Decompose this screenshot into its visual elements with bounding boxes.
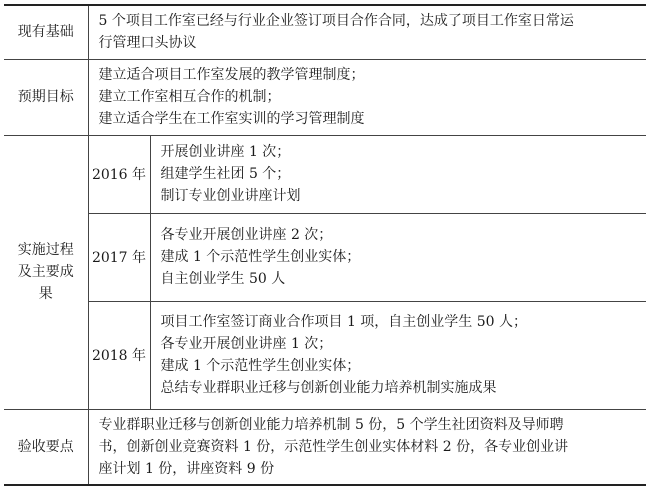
goals-header: 预期目标 [4,59,88,135]
goals-content [88,59,646,135]
process-header-line-1: 实施过程 [17,242,74,258]
process-header [4,135,88,409]
year-2017: 2017 年 [88,213,150,301]
basis-header: 现有基础 [4,5,88,59]
year-2016-line-3: 制订专业创业讲座计划 [160,188,301,204]
basis-line-2: 行管理口头协议 [98,35,197,52]
year-2017-line-2: 建成 1 个示范性学生创业实体； [160,249,361,265]
year-2016-content [150,135,646,213]
year-2016-line-2: 组建学生社团 5 个； [160,166,291,182]
project-table [4,4,646,486]
row-process-2018 [4,301,646,409]
basis-content [88,5,646,59]
row-goals [4,59,646,135]
basis-line-1: 5 个项目工作室已经与行业企业签订项目合作合同，达成了项目工作室日常运 [98,13,574,30]
goals-line-2: 建立工作室相互合作的机制； [98,89,281,105]
year-2018-line-3: 建成 1 个示范性学生创业实体； [160,358,361,374]
goals-line-1: 建立适合项目工作室发展的教学管理制度； [98,67,365,83]
acceptance-header: 验收要点 [4,409,88,485]
row-process-2016 [4,135,646,213]
acceptance-line-2: 书，创新创业竞赛资料 1 份，示范性学生创业实体材料 2 份，各专业创业讲 [98,438,569,455]
acceptance-line-3: 座计划 1 份，讲座资料 9 份 [98,460,275,477]
year-2017-line-3: 自主创业学生 50 人 [160,271,286,287]
year-2018-line-1: 项目工作室签订商业合作项目 1 项，自主创业学生 50 人； [160,314,528,330]
acceptance-content [88,409,646,485]
year-2016-line-1: 开展创业讲座 1 次； [160,144,291,160]
row-process-2017 [4,213,646,301]
process-header-line-2: 及主要成 [17,264,74,280]
row-basis [4,5,646,59]
row-acceptance [4,409,646,485]
year-2018-line-4: 总结专业群职业迁移与创新创业能力培养机制实施成果 [160,380,497,396]
year-2018-content [150,301,646,409]
year-2016: 2016 年 [88,135,150,213]
process-header-line-3: 果 [38,286,53,302]
acceptance-line-1: 专业群职业迁移与创新创业能力培养机制 5 份，5 个学生社团资料及导师聘 [98,416,564,433]
goals-line-3: 建立适合学生在工作室实训的学习管理制度 [98,111,365,127]
year-2018: 2018 年 [88,301,150,409]
year-2017-content [150,213,646,301]
year-2018-line-2: 各专业开展创业讲座 1 次； [160,336,333,352]
year-2017-line-1: 各专业开展创业讲座 2 次； [160,227,333,243]
